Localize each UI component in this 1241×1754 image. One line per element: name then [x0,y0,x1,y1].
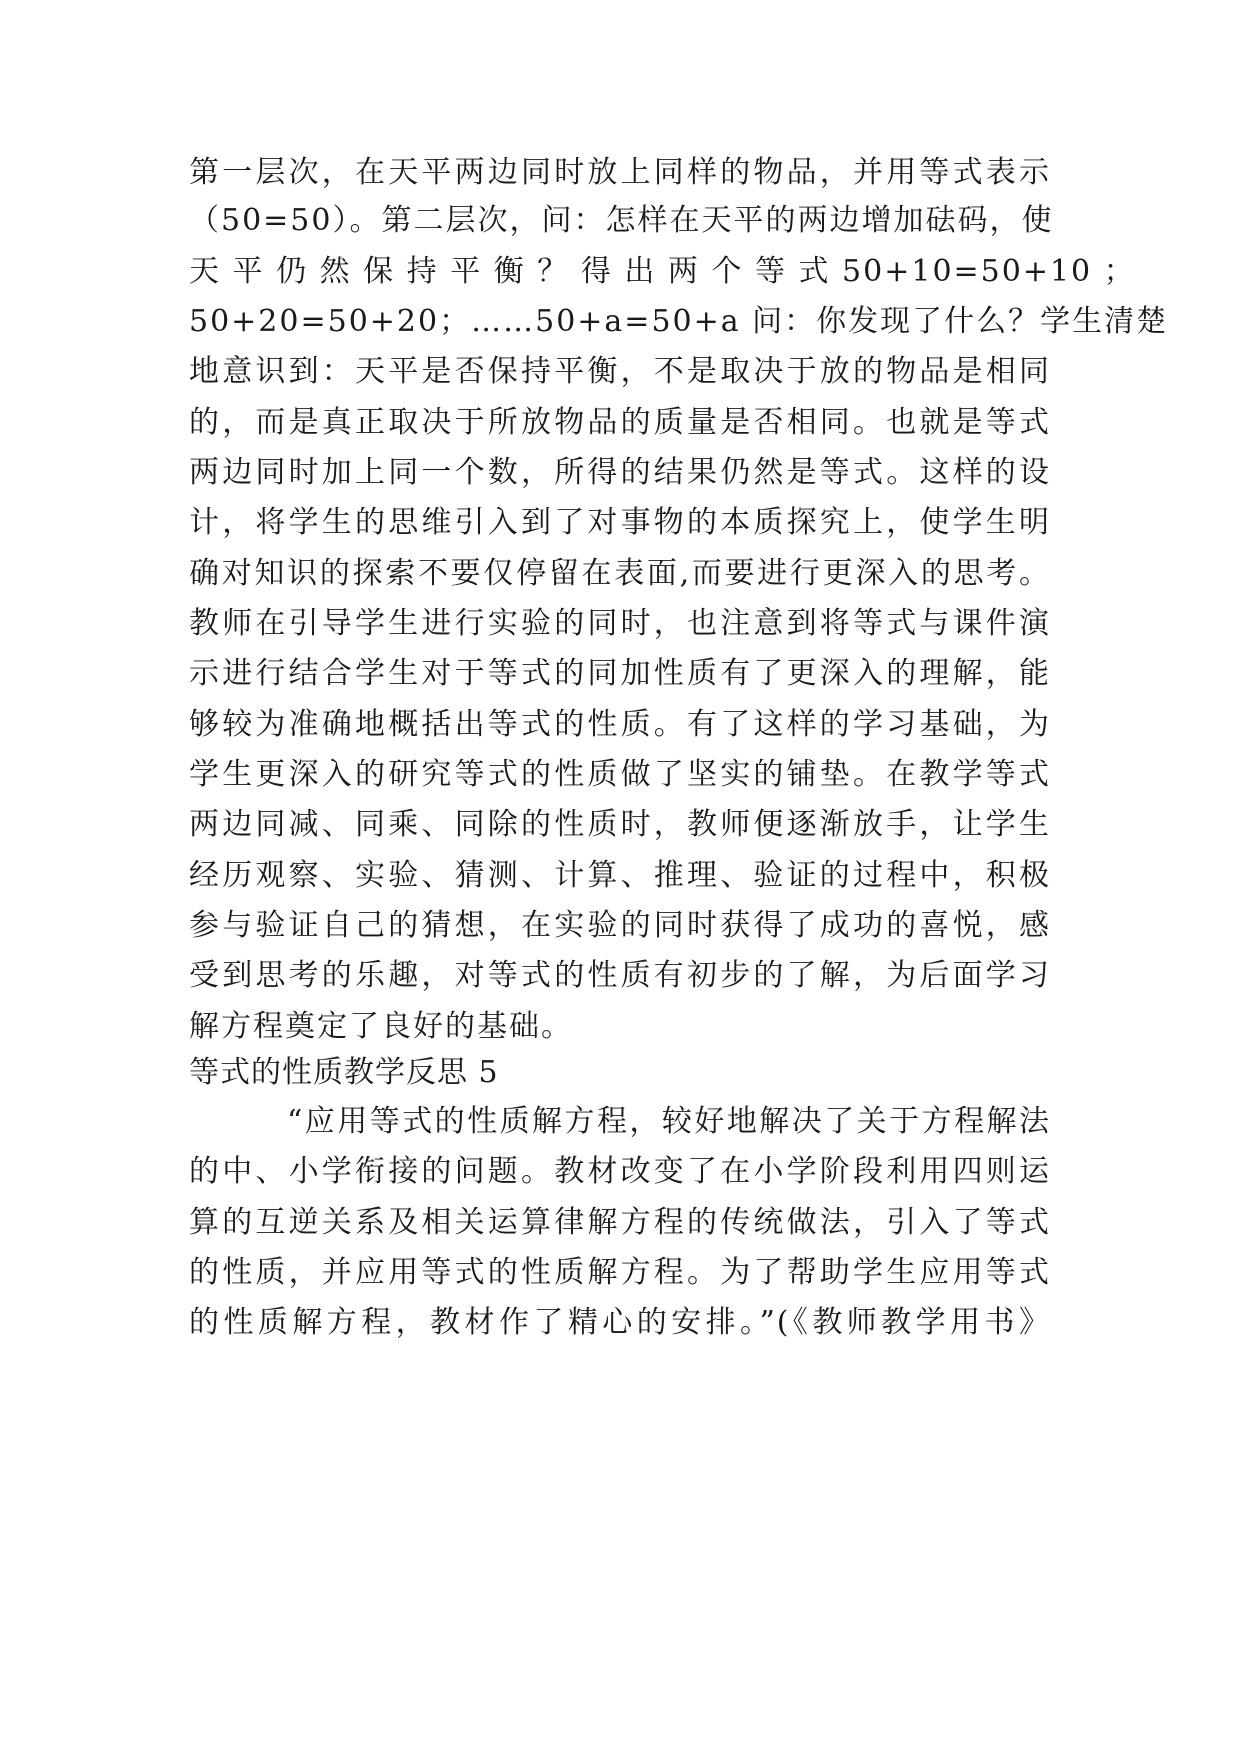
text-line: 参与验证自己的猜想，在实验的同时获得了成功的喜悦，感 [189,908,1051,943]
text-line: 两边同时加上同一个数，所得的结果仍然是等式。这样的设 [189,455,1051,490]
text-line: 教师在引导学生进行实验的同时，也注意到将等式与课件演 [189,606,1051,641]
text-line: 的中、小学衔接的问题。教材改变了在小学阶段利用四则运 [189,1154,1051,1189]
text-line: 地意识到：天平是否保持平衡，不是取决于放的物品是相同 [189,354,1051,389]
text-line: 算的互逆关系及相关运算律解方程的传统做法，引入了等式 [189,1205,1051,1240]
text-line: 天 平 仍 然 保 持 平 衡 ？ 得 出 两 个 等 式 50+10=50+10 ； [189,254,1136,289]
text-line: 计，将学生的思维引入到了对事物的本质探究上，使学生明 [189,505,1051,540]
text-line: 确对知识的探索不要仅停留在表面,而要进行更深入的思考。 [189,556,1051,591]
text-line: 受到思考的乐趣，对等式的性质有初步的了解，为后面学习 [189,958,1051,993]
text-line: 50+20=50+20；……50+a=50+a 问：你发现了什么？学生清楚 [189,304,1169,339]
text-line: 经历观察、实验、猜测、计算、推理、验证的过程中，积极 [189,858,1051,893]
text-line: 够较为准确地概括出等式的性质。有了这样的学习基础，为 [189,707,1051,742]
text-line: 学生更深入的研究等式的性质做了坚实的铺垫。在教学等式 [189,757,1051,792]
text-line: 解方程奠定了良好的基础。 [189,1009,573,1044]
text-line: 的性质，并应用等式的性质解方程。为了帮助学生应用等式 [189,1255,1051,1290]
text-line: 示进行结合学生对于等式的同加性质有了更深入的理解，能 [189,656,1051,691]
section-heading: 等式的性质教学反思 5 [189,1055,499,1090]
text-line: 的性质解方程，教材作了精心的安排。”(《教师教学用书》 [189,1305,1051,1340]
text-line: 第一层次，在天平两边同时放上同样的物品，并用等式表示 [189,155,1051,190]
text-line: 的，而是真正取决于所放物品的质量是否相同。也就是等式 [189,405,1051,440]
text-line: “应用等式的性质解方程，较好地解决了关于方程解法 [287,1104,1051,1139]
text-line: （50=50）。第二层次，问：怎样在天平的两边增加砝码，使 [189,203,1054,238]
text-line: 两边同减、同乘、同除的性质时，教师便逐渐放手，让学生 [189,807,1051,842]
